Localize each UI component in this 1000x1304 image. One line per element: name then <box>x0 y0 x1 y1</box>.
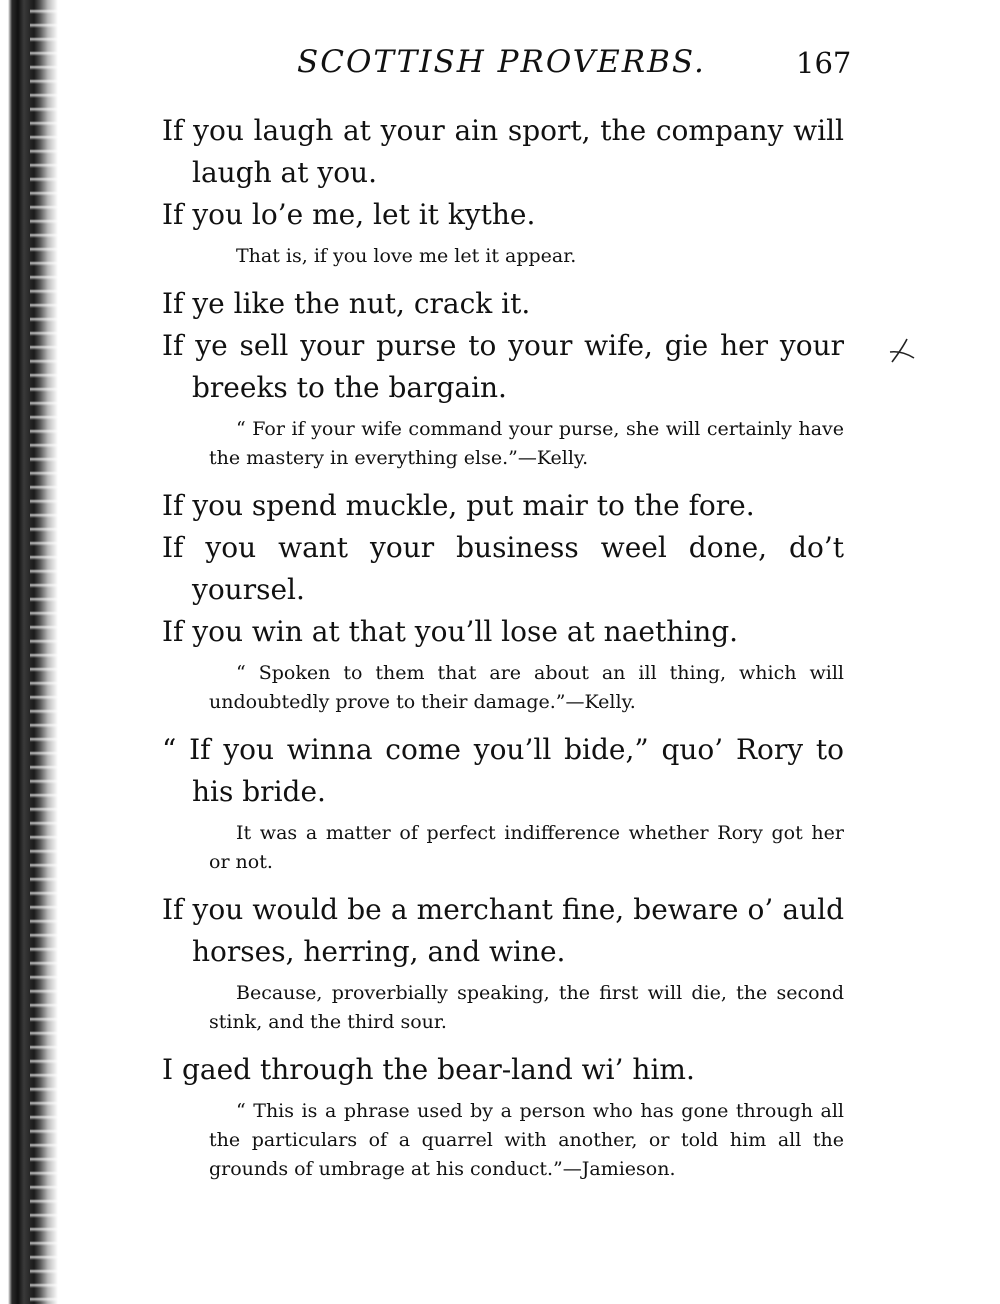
running-title: SCOTTISH PROVERBS. <box>297 44 706 80</box>
handwritten-cross-mark <box>888 336 916 368</box>
proverb-note: It was a matter of perfect indifference whether Rory got her or not. <box>209 822 844 873</box>
proverb-note: “ This is a phrase used by a person who has gone through all the particulars of a quarrel with another, or told him all the grounds of umbrage at his conduct.”—Jamieson. <box>209 1100 844 1180</box>
proverb: If you spend muckle, put mair to the fore. <box>162 489 755 522</box>
proverb-note: “ Spoken to them that are about an ill thing, which will undoubtedly prove to their damage.”—Kelly. <box>209 662 844 713</box>
proverb-note: Because, proverbially speaking, the first will die, the second stink, and the third sour. <box>209 982 844 1033</box>
proverb: If you would be a merchant fine, beware o’ auld horses, herring, and wine. <box>162 893 844 968</box>
proverb: If you want your business weel done, do’t yoursel. <box>162 531 844 606</box>
proverb: If you win at that you’ll lose at naething. <box>162 615 739 648</box>
proverb: If ye sell your purse to your wife, gie her your breeks to the bargain. <box>162 329 844 404</box>
proverb: “ If you winna come you’ll bide,” quo’ Rory to his bride. <box>162 733 844 808</box>
proverb: If ye like the nut, crack it. <box>162 287 531 320</box>
binding-gutter-texture <box>30 0 58 1304</box>
proverb: If you laugh at your ain sport, the company will laugh at you. <box>162 114 844 189</box>
page-body <box>162 110 844 1196</box>
page-number: 167 <box>796 46 852 80</box>
proverb-note: “ For if your wife command your purse, she will certainly have the mastery in everything else.”—Kelly. <box>209 418 844 469</box>
proverb-note: That is, if you love me let it appear. <box>236 245 577 267</box>
page-header <box>0 44 1000 88</box>
proverb: I gaed through the bear-land wi’ him. <box>162 1053 695 1086</box>
proverb: If you lo’e me, let it kythe. <box>162 198 536 231</box>
